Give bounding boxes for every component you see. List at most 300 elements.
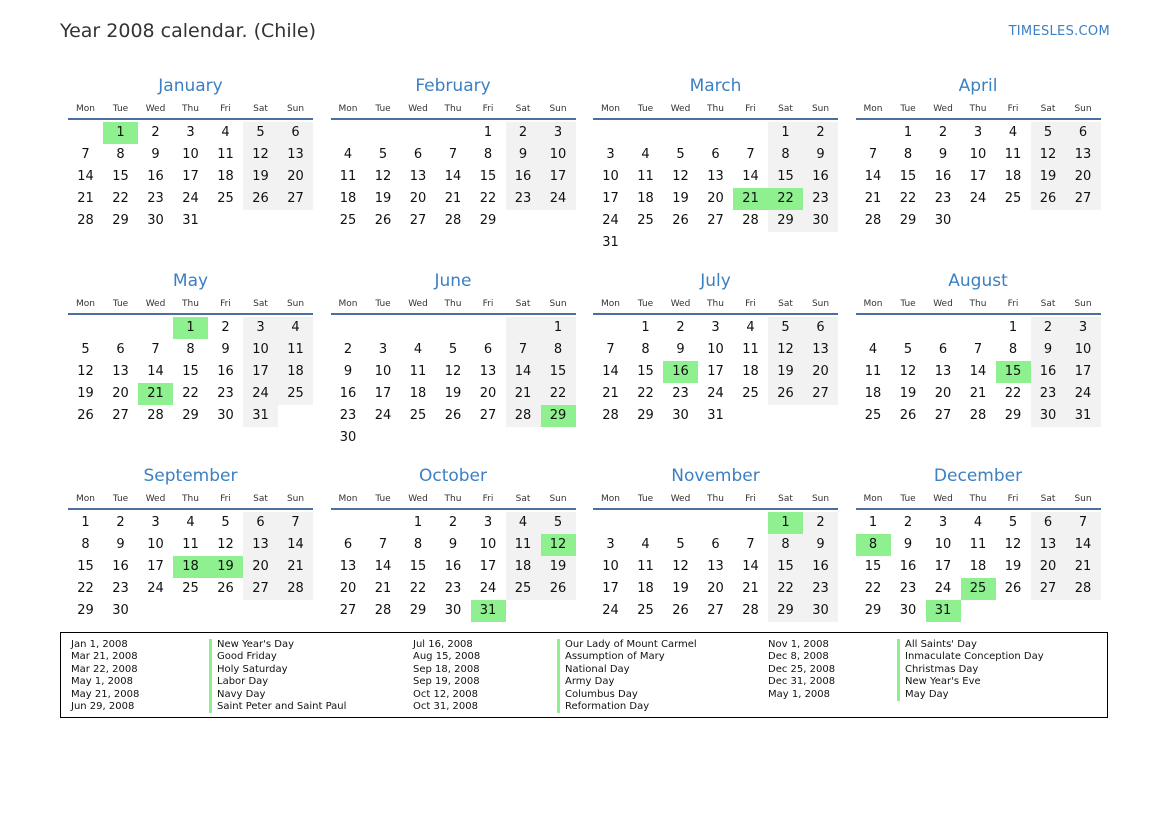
week-row [856, 578, 1101, 600]
brand-link[interactable]: TIMESLES.COM [1008, 24, 1110, 39]
holiday-date: May 21, 2008 [71, 688, 140, 700]
month-name: April [958, 76, 998, 96]
weekday-label: Tue [637, 104, 654, 114]
day-cell: 24 [934, 581, 952, 596]
legend-dates-column [71, 639, 139, 713]
week-row [331, 122, 576, 144]
weekday-label: Mon [601, 299, 620, 309]
day-cell: 18 [278, 361, 313, 383]
day-cell: 17 [1066, 361, 1101, 383]
month-name: June [434, 271, 472, 291]
weekday-label: Tue [900, 494, 916, 504]
day-cell: 16 [444, 559, 462, 574]
weekday-label: Tue [375, 299, 391, 309]
day-cell: 4 [278, 317, 313, 339]
month-august [856, 269, 1101, 427]
day-cell: 7 [1066, 512, 1101, 534]
holiday-day-cell: 1 [768, 512, 803, 534]
day-cell: 16 [112, 559, 129, 574]
month-name: January [158, 76, 223, 96]
holiday-day-cell: 18 [173, 556, 208, 578]
holiday-date: Dec 8, 2008 [768, 651, 829, 663]
weekday-label: Mon [76, 104, 95, 114]
day-cell: 9 [506, 144, 541, 166]
month-divider [593, 313, 838, 315]
day-cell: 15 [77, 559, 94, 574]
day-cell: 5 [81, 342, 90, 357]
holiday-day-cell: 22 [768, 188, 803, 210]
day-cell: 14 [742, 169, 759, 184]
weekday-label: Thu [182, 299, 199, 309]
day-cell: 3 [186, 125, 195, 140]
weekday-label: Tue [637, 299, 654, 309]
weekday-label: Sun [286, 299, 305, 309]
day-cell: 9 [903, 537, 913, 552]
day-cell: 22 [768, 578, 803, 600]
weekday-label: Mon [863, 299, 883, 309]
empty-cell [768, 405, 803, 427]
day-cell: 27 [803, 383, 838, 405]
day-cell: 29 [864, 603, 882, 618]
weekday-label: Sat [253, 494, 268, 504]
empty-cell [471, 317, 506, 339]
holiday-date: Mar 21, 2008 [71, 651, 138, 663]
holiday-date: Oct 31, 2008 [413, 700, 478, 712]
weekday-header [68, 297, 313, 311]
day-cell: 10 [147, 537, 164, 552]
weekday-label: Fri [745, 494, 756, 504]
day-cell: 14 [374, 559, 392, 574]
empty-cell [103, 317, 138, 339]
weekday-label: Sun [811, 494, 830, 504]
day-cell: 26 [374, 213, 392, 228]
day-cell: 2 [151, 125, 160, 140]
weekday-label: Mon [338, 299, 358, 309]
day-cell: 11 [182, 537, 199, 552]
month-name: May [172, 271, 209, 291]
day-cell: 16 [506, 166, 541, 188]
day-cell: 22 [864, 581, 882, 596]
day-cell: 20 [479, 386, 497, 401]
weekday-label: Fri [220, 299, 231, 309]
day-cell: 18 [217, 169, 234, 184]
day-cell: 7 [973, 342, 983, 357]
empty-cell [593, 122, 628, 144]
page-title: Year 2008 calendar. (Chile) [60, 20, 316, 42]
month-june [331, 269, 576, 449]
week-row [68, 188, 313, 210]
empty-cell [331, 512, 366, 534]
day-cell: 28 [147, 408, 164, 423]
weekday-label: Fri [482, 299, 494, 309]
day-cell: 7 [746, 147, 755, 162]
month-name: November [671, 466, 760, 486]
day-cell: 14 [1066, 534, 1101, 556]
day-cell: 11 [217, 147, 234, 162]
week-row [68, 317, 313, 339]
weekday-label: Mon [863, 104, 883, 114]
day-cell: 26 [1031, 188, 1066, 210]
weekday-header [331, 297, 576, 311]
day-cell: 10 [182, 147, 199, 162]
day-cell: 22 [409, 581, 427, 596]
empty-cell [1066, 600, 1101, 622]
holiday-date: Dec 31, 2008 [768, 676, 836, 688]
day-cell: 18 [864, 386, 882, 401]
empty-cell [593, 317, 628, 339]
week-row [856, 534, 1101, 556]
day-cell: 11 [864, 364, 882, 379]
week-row [68, 361, 313, 383]
month-october [331, 464, 576, 622]
day-cell: 29 [77, 603, 94, 618]
month-divider [331, 508, 576, 510]
day-cell: 16 [217, 364, 234, 379]
empty-cell [506, 317, 541, 339]
day-cell: 3 [711, 320, 720, 335]
empty-cell [628, 512, 663, 534]
weekday-label: Mon [76, 494, 95, 504]
day-cell: 25 [182, 581, 199, 596]
holiday-date: Jun 29, 2008 [71, 700, 135, 712]
day-cell: 26 [77, 408, 94, 423]
month-divider [68, 313, 313, 315]
day-cell: 3 [606, 147, 615, 162]
day-cell: 12 [899, 364, 917, 379]
day-cell: 2 [803, 512, 838, 534]
empty-cell [663, 232, 698, 254]
day-cell: 23 [803, 188, 838, 210]
week-row [593, 361, 838, 383]
day-cell: 17 [479, 559, 497, 574]
day-cell: 23 [339, 408, 357, 423]
week-row [331, 556, 576, 578]
day-cell: 6 [116, 342, 125, 357]
day-cell: 2 [803, 122, 838, 144]
day-cell: 13 [803, 339, 838, 361]
day-cell: 12 [1004, 537, 1022, 552]
weekday-label: Sat [253, 299, 268, 309]
week-row [331, 427, 576, 449]
day-cell: 6 [1031, 512, 1066, 534]
legend-dates-column [768, 639, 835, 701]
day-cell: 5 [676, 537, 685, 552]
day-cell: 28 [506, 405, 541, 427]
day-cell: 6 [343, 537, 353, 552]
month-divider [331, 118, 576, 120]
day-cell: 17 [541, 166, 576, 188]
holiday-day-cell: 21 [138, 383, 173, 405]
day-cell: 25 [409, 408, 427, 423]
day-cell: 17 [602, 581, 619, 596]
day-cell: 3 [243, 317, 278, 339]
holiday-name: Saint Peter and Saint Paul [209, 701, 346, 713]
day-cell: 2 [448, 515, 458, 530]
week-row [856, 383, 1101, 405]
day-cell: 3 [483, 515, 493, 530]
day-cell: 26 [899, 408, 917, 423]
week-row [68, 405, 313, 427]
day-cell: 21 [602, 386, 619, 401]
empty-cell [768, 232, 803, 254]
day-cell: 22 [112, 191, 129, 206]
day-cell: 26 [672, 603, 689, 618]
day-cell: 24 [147, 581, 164, 596]
month-september [68, 464, 313, 622]
empty-cell [208, 600, 243, 622]
month-divider [856, 313, 1101, 315]
holiday-name: Navy Day [209, 689, 346, 701]
weekday-label: Sat [778, 494, 793, 504]
weekday-label: Sat [1040, 104, 1056, 114]
day-cell: 30 [803, 600, 838, 622]
day-cell: 29 [768, 600, 803, 622]
weekday-label: Sat [253, 104, 268, 114]
day-cell: 1 [768, 122, 803, 144]
day-cell: 12 [672, 559, 689, 574]
day-cell: 7 [81, 147, 90, 162]
empty-cell [278, 600, 313, 622]
day-cell: 5 [378, 147, 388, 162]
empty-cell [331, 317, 366, 339]
day-cell: 27 [1066, 188, 1101, 210]
day-cell: 12 [217, 537, 234, 552]
day-cell: 23 [934, 191, 952, 206]
day-cell: 2 [343, 342, 353, 357]
day-cell: 6 [483, 342, 493, 357]
weekday-label: Tue [112, 299, 129, 309]
day-cell: 1 [81, 515, 90, 530]
weekday-label: Sun [811, 299, 830, 309]
week-row [331, 534, 576, 556]
day-cell: 4 [186, 515, 195, 530]
weekday-label: Thu [444, 104, 462, 114]
holiday-name: All Saints' Day [897, 639, 1044, 651]
empty-cell [541, 427, 576, 449]
day-cell: 28 [278, 578, 313, 600]
day-cell: 19 [444, 386, 462, 401]
empty-cell [996, 600, 1031, 622]
day-cell: 18 [409, 386, 427, 401]
day-cell: 12 [768, 339, 803, 361]
day-cell: 16 [803, 556, 838, 578]
empty-cell [506, 210, 541, 232]
week-row [856, 339, 1101, 361]
day-cell: 13 [243, 534, 278, 556]
week-row [593, 339, 838, 361]
weekday-header [856, 297, 1101, 311]
day-cell: 20 [1031, 556, 1066, 578]
weekday-label: Sun [811, 104, 830, 114]
day-cell: 11 [637, 559, 654, 574]
day-cell: 5 [1008, 515, 1018, 530]
week-row [856, 512, 1101, 534]
weekday-label: Wed [933, 494, 953, 504]
day-cell: 24 [602, 603, 619, 618]
holiday-date: Sep 18, 2008 [413, 663, 480, 675]
month-may [68, 269, 313, 427]
week-row [856, 210, 1101, 232]
day-cell: 24 [479, 581, 497, 596]
day-cell: 3 [1066, 317, 1101, 339]
holiday-date: Sep 19, 2008 [413, 676, 480, 688]
week-row [593, 405, 838, 427]
day-cell: 21 [506, 383, 541, 405]
week-row [68, 556, 313, 578]
day-cell: 12 [1031, 144, 1066, 166]
day-cell: 13 [1031, 534, 1066, 556]
weekday-label: Thu [969, 494, 987, 504]
empty-cell [733, 512, 768, 534]
empty-cell [243, 600, 278, 622]
weekday-label: Wed [670, 299, 691, 309]
empty-cell [541, 600, 576, 622]
day-cell: 6 [1066, 122, 1101, 144]
weekday-header [593, 297, 838, 311]
holiday-date: Oct 12, 2008 [413, 688, 478, 700]
weekday-label: Tue [900, 299, 916, 309]
day-cell: 27 [1031, 578, 1066, 600]
day-cell: 16 [339, 386, 357, 401]
legend-dates-column [413, 639, 480, 713]
month-divider [856, 118, 1101, 120]
week-row [68, 166, 313, 188]
weekday-label: Wed [408, 299, 428, 309]
weekday-label: Thu [707, 494, 724, 504]
day-cell: 27 [409, 213, 427, 228]
weekday-header [331, 492, 576, 506]
week-row [331, 512, 576, 534]
day-cell: 16 [1031, 361, 1066, 383]
week-row [68, 383, 313, 405]
day-cell: 19 [77, 386, 94, 401]
week-row [68, 578, 313, 600]
day-cell: 23 [1031, 383, 1066, 405]
weekday-label: Mon [601, 104, 620, 114]
empty-cell [961, 317, 996, 339]
day-cell: 27 [707, 213, 724, 228]
holiday-day-cell: 16 [663, 361, 698, 383]
day-cell: 6 [938, 342, 948, 357]
week-row [593, 166, 838, 188]
week-row [68, 534, 313, 556]
week-row [331, 600, 576, 622]
weekday-label: Sat [515, 104, 531, 114]
day-cell: 19 [243, 166, 278, 188]
day-cell: 8 [641, 342, 650, 357]
day-cell: 14 [506, 361, 541, 383]
holiday-name: Labor Day [209, 676, 346, 688]
day-cell: 26 [243, 188, 278, 210]
day-cell: 28 [77, 213, 94, 228]
holiday-date: Jan 1, 2008 [71, 639, 128, 650]
day-cell: 14 [742, 559, 759, 574]
weekday-label: Mon [601, 494, 620, 504]
day-cell: 21 [742, 581, 759, 596]
day-cell: 12 [243, 144, 278, 166]
weekday-label: Sat [1040, 299, 1056, 309]
empty-cell [663, 122, 698, 144]
day-cell: 25 [278, 383, 313, 405]
holiday-day-cell: 15 [996, 361, 1031, 383]
week-row [331, 578, 576, 600]
day-cell: 17 [602, 191, 619, 206]
day-cell: 12 [77, 364, 94, 379]
empty-cell [541, 210, 576, 232]
weekday-label: Sun [549, 104, 567, 114]
empty-cell [208, 210, 243, 232]
month-divider [856, 508, 1101, 510]
day-cell: 21 [374, 581, 392, 596]
day-cell: 1 [541, 317, 576, 339]
week-row [593, 383, 838, 405]
day-cell: 28 [742, 603, 759, 618]
day-cell: 30 [217, 408, 234, 423]
month-name: October [418, 466, 488, 486]
weekday-label: Sun [1074, 494, 1092, 504]
empty-cell [803, 405, 838, 427]
day-cell: 14 [969, 364, 987, 379]
day-cell: 28 [742, 213, 759, 228]
empty-cell [698, 122, 733, 144]
day-cell: 31 [243, 405, 278, 427]
day-cell: 9 [676, 342, 685, 357]
day-cell: 4 [973, 515, 983, 530]
day-cell: 8 [1008, 342, 1018, 357]
week-row [593, 210, 838, 232]
day-cell: 3 [151, 515, 160, 530]
day-cell: 24 [541, 188, 576, 210]
weekday-label: Thu [182, 494, 199, 504]
holiday-name: New Year's Eve [897, 676, 1044, 688]
empty-cell [1031, 600, 1066, 622]
day-cell: 24 [374, 408, 392, 423]
empty-cell [436, 317, 471, 339]
day-cell: 19 [374, 191, 392, 206]
weekday-label: Wed [933, 104, 953, 114]
weekday-label: Thu [444, 494, 462, 504]
empty-cell [506, 600, 541, 622]
day-cell: 24 [182, 191, 199, 206]
month-march [593, 74, 838, 254]
weekday-label: Sun [1074, 104, 1092, 114]
holiday-date: Mar 22, 2008 [71, 663, 138, 675]
day-cell: 2 [938, 125, 948, 140]
month-name: February [415, 76, 491, 96]
day-cell: 22 [182, 386, 199, 401]
day-cell: 29 [112, 213, 129, 228]
holiday-name: Army Day [557, 676, 697, 688]
holiday-name: Columbus Day [557, 689, 697, 701]
day-cell: 29 [1004, 408, 1022, 423]
day-cell: 20 [243, 556, 278, 578]
month-divider [68, 118, 313, 120]
holiday-name: National Day [557, 664, 697, 676]
week-row [856, 405, 1101, 427]
empty-cell [698, 512, 733, 534]
empty-cell [803, 232, 838, 254]
day-cell: 22 [1004, 386, 1022, 401]
week-row [856, 144, 1101, 166]
holiday-day-cell: 1 [103, 122, 138, 144]
day-cell: 23 [899, 581, 917, 596]
day-cell: 18 [1004, 169, 1022, 184]
week-row [68, 512, 313, 534]
holiday-name: Good Friday [209, 651, 346, 663]
week-row [68, 600, 313, 622]
holiday-date: Aug 15, 2008 [413, 651, 481, 663]
weekday-label: Wed [933, 299, 953, 309]
